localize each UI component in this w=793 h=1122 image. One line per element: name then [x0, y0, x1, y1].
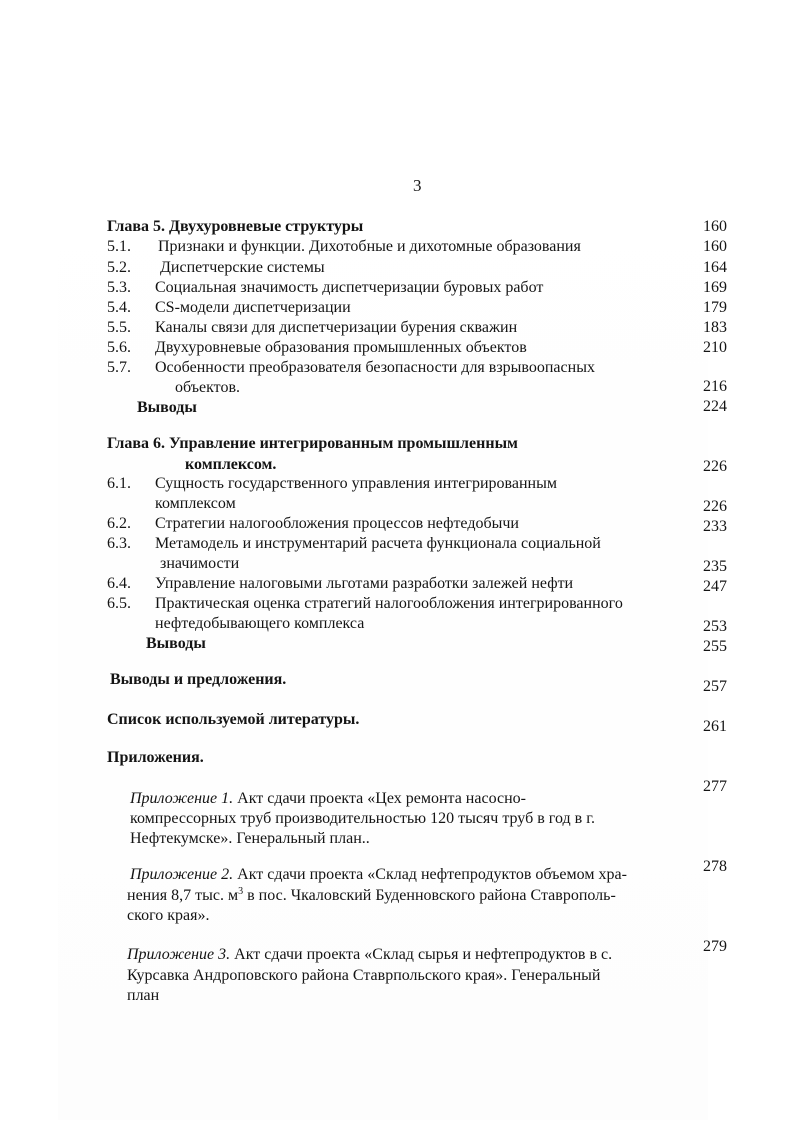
references-title: Список используемой литературы.: [107, 711, 360, 728]
toc-num-6-1: 6.1.: [107, 475, 131, 492]
appendix1-line2: компрессорных труб производительностью 120 тысяч труб в год в г.: [130, 810, 595, 827]
chapter6-conclusions: Выводы: [146, 635, 206, 652]
appendix1-text1: Акт сдачи проекта «Цех ремонта насосно-: [233, 790, 526, 807]
references-page: 261: [703, 718, 727, 735]
toc-title-5-7: Особенности преобразователя безопасности для взрывоопасных: [155, 359, 595, 376]
appendix2-text2b: в пос. Чкаловский Буденновского района Ставрополь-: [243, 887, 616, 904]
toc-page-5-6: 210: [703, 339, 727, 356]
toc-page-5-7: 216: [703, 378, 727, 395]
toc-title-5-3: Социальная значимость диспетчеризации буровых работ: [155, 279, 544, 296]
appendix1-line1: [130, 789, 526, 809]
toc-title-6-5: Практическая оценка стратегий налогообложения интегрированного: [155, 595, 623, 612]
toc-num-5-5: 5.5.: [107, 319, 131, 336]
toc-num-6-4: 6.4.: [107, 575, 131, 592]
appendix3-text1: Акт сдачи проекта «Склад сырья и нефтепродуктов в с.: [230, 946, 613, 963]
toc-title-5-1: Признаки и функции. Дихотобные и дихотомные образования: [158, 238, 581, 255]
appendix2-line3: ского края».: [127, 907, 210, 924]
toc-title-6-3-cont: значимости: [160, 555, 240, 572]
toc-page-5-4: 179: [703, 299, 727, 316]
toc-page-6-2: 233: [703, 518, 727, 535]
appendix2-line2: [127, 886, 616, 906]
toc-title-5-7-cont: объектов.: [175, 379, 241, 396]
chapter6-title-cont: комплексом.: [185, 456, 277, 473]
appendix2-label: Приложение 2.: [130, 866, 234, 883]
appendix2-sup: 3: [238, 886, 244, 897]
toc-page-6-4: 247: [703, 578, 727, 595]
toc-title-5-2: Диспетчерские системы: [160, 259, 325, 276]
chapter5-page: 160: [703, 218, 727, 235]
toc-page-5-2: 164: [703, 259, 727, 276]
chapter5-conclusions-page: 224: [703, 398, 727, 415]
toc-page-6-3: 235: [703, 558, 727, 575]
appendix3-line3: план: [127, 987, 160, 1004]
chapter6-page: 226: [703, 458, 727, 475]
toc-title-6-3: Метамодель и инструментарий расчета функционала социальной: [155, 535, 601, 552]
page-number: 3: [413, 176, 422, 195]
appendix3-line2: Курсавка Андроповского района Ставрпольского края». Генеральный: [127, 967, 601, 984]
chapter6-title: Глава 6. Управление интегрированным промышленным: [107, 435, 518, 452]
toc-title-6-5-cont: нефтедобывающего комплекса: [155, 615, 365, 632]
appendices-title: Приложения.: [107, 749, 204, 766]
appendix1-line3: Нефтекумске». Генеральный план..: [130, 830, 370, 847]
toc-num-5-1: 5.1.: [107, 238, 131, 255]
appendix2-page: 278: [703, 858, 727, 875]
toc-page-5-5: 183: [703, 319, 727, 336]
appendix3-label: Приложение 3.: [127, 946, 231, 963]
toc-title-6-1-cont: комплексом: [155, 495, 236, 512]
toc-title-6-4: Управление налоговыми льготами разработки залежей нефти: [155, 575, 574, 592]
appendix2-text2a: нения 8,7 тыс. м: [127, 887, 239, 904]
toc-num-5-2: 5.2.: [107, 259, 131, 276]
appendix3-line1: [127, 945, 612, 965]
toc-page-5-3: 169: [703, 279, 727, 296]
appendix1-page: 277: [703, 778, 727, 795]
conclusions-proposals-page: 257: [703, 678, 727, 695]
appendix2-text1: Акт сдачи проекта «Склад нефтепродуктов объемом хра-: [233, 866, 627, 883]
toc-title-5-6: Двухуровневые образования промышленных объектов: [155, 339, 527, 356]
toc-page-5-1: 160: [703, 238, 727, 255]
toc-page-6-5: 253: [703, 618, 727, 635]
toc-num-5-6: 5.6.: [107, 339, 131, 356]
toc-num-6-3: 6.3.: [107, 535, 131, 552]
appendix1-label: Приложение 1.: [130, 790, 234, 807]
toc-page-6-1: 226: [703, 498, 727, 515]
toc-num-5-4: 5.4.: [107, 299, 131, 316]
toc-num-6-2: 6.2.: [107, 515, 131, 532]
toc-num-5-3: 5.3.: [107, 279, 131, 296]
toc-title-6-2: Стратегии налогообложения процессов нефтедобычи: [155, 515, 519, 532]
toc-title-5-4: CS-модели диспетчеризации: [155, 299, 351, 316]
toc-title-5-5: Каналы связи для диспетчеризации бурения скважин: [155, 319, 518, 336]
chapter6-conclusions-page: 255: [703, 638, 727, 655]
toc-num-5-7: 5.7.: [107, 359, 131, 376]
chapter5-conclusions: Выводы: [137, 399, 197, 416]
toc-num-6-5: 6.5.: [107, 595, 131, 612]
toc-title-6-1: Сущность государственного управления интегрированным: [155, 475, 557, 492]
appendix2-line1: [130, 865, 627, 885]
chapter5-title: Глава 5. Двухуровневые структуры: [107, 218, 364, 235]
appendix3-page: 279: [703, 938, 727, 955]
conclusions-proposals-title: Выводы и предложения.: [110, 671, 287, 688]
